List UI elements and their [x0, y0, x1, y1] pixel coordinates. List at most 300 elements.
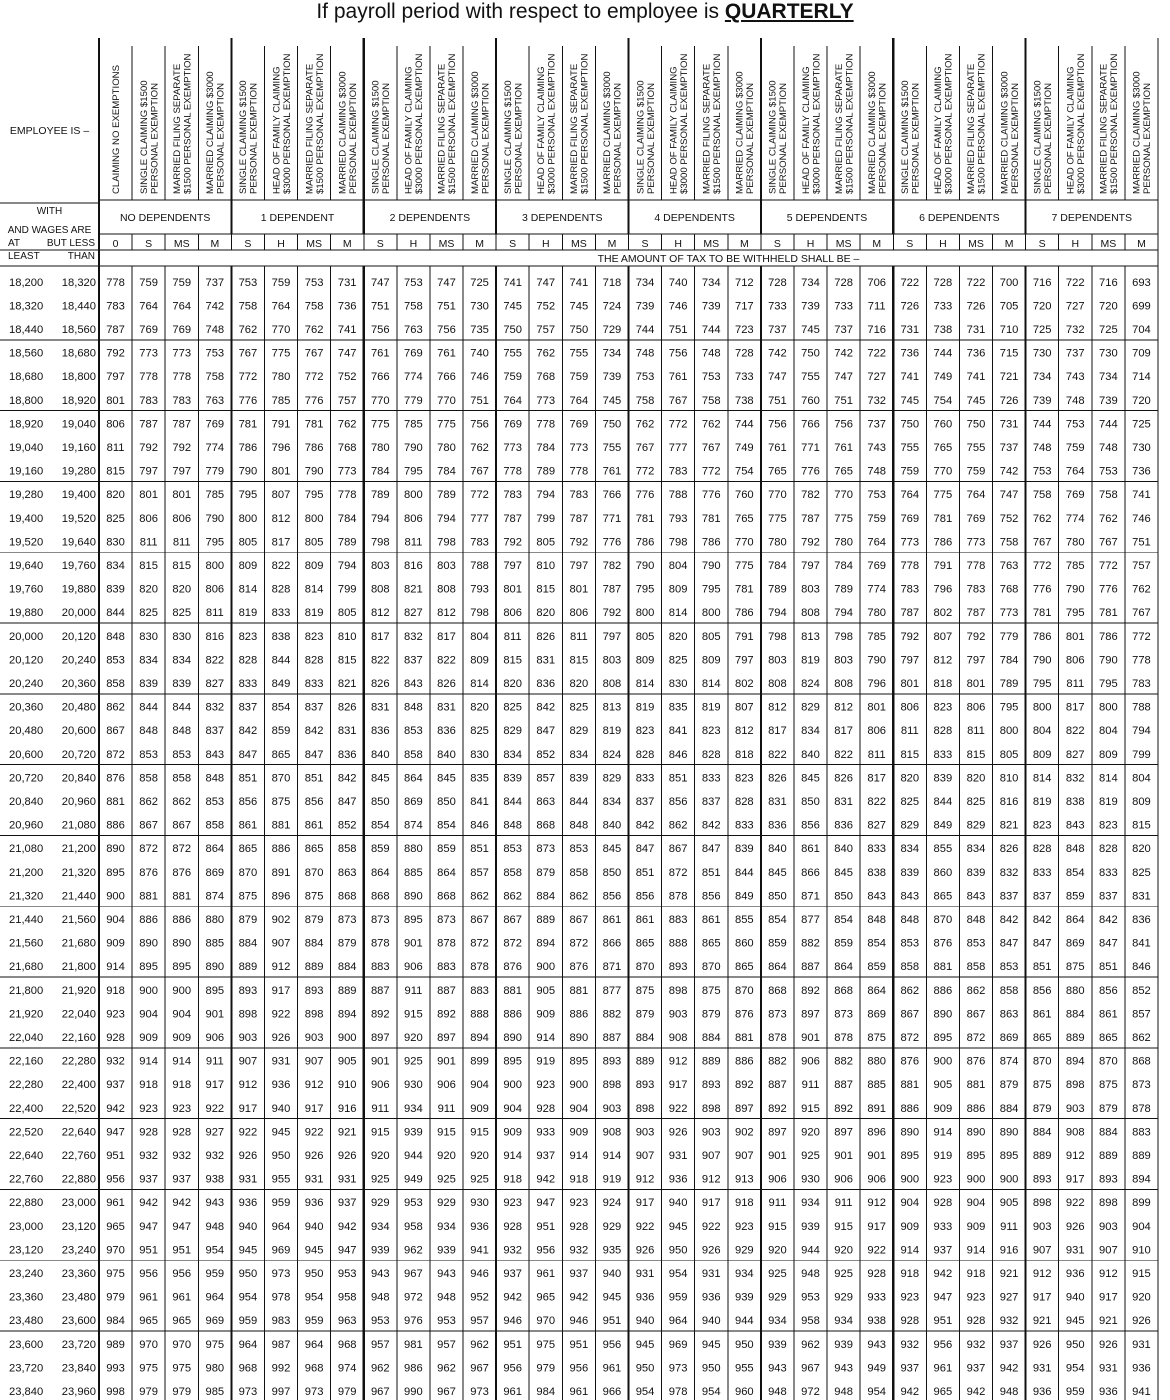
tax-cell: 889 [1065, 1032, 1085, 1044]
tax-cell: 716 [867, 324, 887, 336]
tax-cell: 758 [404, 300, 423, 313]
tax-cell: 815 [1132, 819, 1151, 832]
tax-cell: 873 [768, 1008, 787, 1021]
tax-cell: 859 [437, 843, 456, 856]
wage-less-than: 19,880 [61, 583, 96, 596]
tax-cell: 898 [1032, 1197, 1052, 1210]
tax-cell: 861 [1099, 1008, 1118, 1021]
tax-cell: 784 [536, 442, 556, 454]
tax-cell: 761 [370, 347, 390, 360]
dependents-group-label: 2 DEPENDENTS [389, 212, 471, 224]
tax-cell: 714 [1132, 371, 1151, 384]
tax-cell: 889 [337, 984, 357, 997]
tax-cell: 937 [106, 1079, 125, 1092]
tax-cell: 786 [701, 536, 721, 549]
tax-cell: 831 [437, 701, 456, 714]
wage-at-least: 19,280 [9, 489, 44, 502]
tax-cell: 940 [304, 1220, 324, 1233]
tax-cell: 914 [106, 961, 125, 974]
tax-cell: 809 [1132, 796, 1151, 808]
tax-cell: 889 [701, 1055, 721, 1068]
tax-cell: 872 [966, 1032, 986, 1044]
tax-cell: 915 [370, 1126, 390, 1139]
tax-cell: 959 [271, 1197, 291, 1210]
wage-at-least: 20,840 [9, 796, 44, 808]
tax-cell: 753 [238, 276, 258, 289]
tax-cell: 917 [304, 1102, 324, 1115]
tax-cell: 780 [1065, 536, 1085, 549]
tax-cell: 755 [801, 371, 820, 384]
tax-cell: 758 [205, 371, 225, 384]
tax-cell: 753 [701, 371, 721, 384]
tax-cell: 920 [470, 1150, 489, 1162]
status-code: MS [173, 238, 190, 250]
tax-cell: 773 [999, 607, 1019, 620]
tax-cell: 761 [668, 371, 688, 384]
tax-cell: 934 [734, 1268, 754, 1280]
tax-cell: 831 [1132, 890, 1151, 903]
tax-cell: 820 [172, 583, 192, 596]
tax-cell: 964 [271, 1220, 291, 1233]
tax-cell: 856 [238, 796, 258, 808]
tax-cell: 761 [602, 465, 622, 478]
wage-less-than: 22,280 [61, 1055, 96, 1068]
tax-cell: 842 [701, 819, 721, 832]
tax-cell: 893 [1032, 1173, 1052, 1186]
wage-less-than: 21,560 [61, 914, 96, 926]
tax-cell: 787 [801, 512, 820, 525]
tax-cell: 943 [437, 1268, 456, 1280]
tax-cell: 835 [470, 772, 489, 785]
tax-cell: 945 [1065, 1315, 1085, 1328]
tax-cell: 922 [1065, 1197, 1085, 1210]
tax-cell: 973 [271, 1268, 291, 1280]
tax-cell: 784 [768, 560, 787, 572]
tax-cell: 942 [106, 1102, 125, 1115]
wage-at-least: 19,400 [9, 512, 44, 525]
tax-cell: 784 [370, 465, 390, 478]
tax-cell: 751 [1132, 536, 1151, 549]
tax-cell: 783 [900, 583, 920, 596]
tax-cell: 878 [1132, 1102, 1151, 1115]
tax-cell: 886 [503, 1008, 523, 1021]
tax-cell: 946 [569, 1315, 589, 1328]
tax-cell: 749 [933, 371, 953, 384]
tax-cell: 865 [238, 843, 258, 856]
claim-header: PERSONAL EXEMPTION [513, 82, 525, 194]
tax-cell: 806 [205, 583, 225, 596]
tax-cell: 796 [867, 678, 887, 690]
tax-cell: 878 [768, 1032, 787, 1044]
tax-cell: 834 [801, 725, 820, 738]
tax-cell: 958 [801, 1315, 820, 1328]
wage-at-least: 20,600 [9, 748, 44, 761]
tax-cell: 780 [867, 607, 887, 620]
tax-cell: 926 [1032, 1338, 1052, 1351]
tax-cell: 820 [1132, 843, 1151, 856]
tax-cell: 795 [304, 489, 324, 502]
tax-cell: 853 [999, 961, 1019, 974]
claim-header: $1500 PERSONAL EXEMPTION [314, 53, 326, 194]
wage-at-least: 19,160 [9, 465, 44, 478]
tax-cell: 794 [536, 489, 556, 502]
tax-cell: 993 [106, 1362, 125, 1375]
tax-cell: 895 [933, 1032, 953, 1044]
status-code: S [509, 238, 517, 250]
tax-cell: 928 [900, 1315, 920, 1328]
tax-cell: 815 [966, 748, 986, 761]
tax-cell: 825 [106, 512, 125, 525]
tax-cell: 745 [602, 394, 622, 407]
tax-cell: 746 [668, 300, 688, 313]
claim-header: PERSONAL EXEMPTION [1042, 82, 1054, 194]
tax-cell: 928 [503, 1220, 523, 1233]
tax-cell: 841 [668, 725, 688, 738]
tax-cell: 828 [701, 748, 721, 761]
tax-cell: 959 [1065, 1386, 1085, 1398]
tax-cell: 923 [900, 1291, 920, 1304]
tax-cell: 773 [569, 442, 589, 454]
tax-cell: 870 [304, 866, 324, 879]
tax-cell: 812 [437, 607, 456, 620]
tax-cell: 857 [470, 866, 489, 879]
tax-cell: 970 [172, 1338, 192, 1351]
tax-cell: 912 [271, 961, 291, 974]
dependents-group-label: 6 DEPENDENTS [919, 212, 1000, 224]
tax-cell: 830 [668, 678, 688, 690]
tax-cell: 906 [205, 1032, 225, 1044]
status-code: H [674, 238, 682, 250]
tax-cell: 748 [1099, 442, 1118, 454]
tax-cell: 795 [999, 701, 1019, 714]
tax-cell: 911 [205, 1055, 224, 1068]
tax-cell: 826 [437, 678, 456, 690]
tax-cell: 760 [933, 418, 953, 431]
tax-cell: 847 [701, 843, 721, 856]
tax-cell: 758 [635, 394, 655, 407]
tax-cell: 889 [1032, 1150, 1052, 1162]
tax-cell: 950 [668, 1244, 688, 1257]
wage-at-least: 22,400 [9, 1102, 44, 1115]
tax-cell: 876 [900, 1055, 920, 1068]
tax-cell: 786 [1099, 630, 1118, 643]
tax-cell: 909 [933, 1102, 953, 1115]
tax-cell: 897 [734, 1102, 754, 1115]
tax-cell: 833 [1099, 866, 1118, 879]
tax-cell: 818 [734, 748, 754, 761]
tax-cell: 918 [900, 1268, 920, 1280]
tax-cell: 931 [304, 1173, 324, 1186]
tax-cell: 922 [701, 1220, 721, 1233]
tax-cell: 733 [834, 300, 853, 313]
tax-cell: 819 [701, 701, 721, 714]
tax-cell: 919 [602, 1173, 622, 1186]
tax-cell: 917 [271, 984, 291, 997]
tax-cell: 951 [536, 1220, 556, 1233]
tax-cell: 889 [238, 961, 258, 974]
tax-cell: 824 [801, 678, 820, 690]
tax-cell: 734 [635, 276, 655, 289]
tax-cell: 745 [569, 300, 589, 313]
tax-cell: 853 [106, 654, 125, 667]
tax-cell: 879 [1099, 1102, 1118, 1115]
tax-cell: 953 [404, 1197, 423, 1210]
claim-header: MARRIED FILING SEPARATE [569, 63, 581, 194]
tax-cell: 901 [437, 1055, 456, 1068]
tax-cell: 915 [404, 1008, 423, 1021]
tax-cell: 809 [1032, 748, 1052, 761]
tax-cell: 884 [238, 937, 258, 950]
tax-cell: 758 [999, 536, 1019, 549]
tax-cell: 742 [768, 347, 787, 360]
wage-less-than: 22,880 [61, 1173, 96, 1186]
tax-cell: 806 [139, 512, 158, 525]
tax-cell: 929 [437, 1197, 456, 1210]
tax-cell: 942 [337, 1220, 357, 1233]
tax-cell: 926 [238, 1150, 258, 1162]
tax-cell: 980 [205, 1362, 225, 1375]
tax-cell: 809 [238, 560, 258, 572]
tax-cell: 823 [1032, 819, 1052, 832]
tax-cell: 948 [768, 1386, 787, 1398]
wage-less-than: 20,720 [61, 748, 96, 761]
tax-cell: 890 [900, 1126, 920, 1139]
tax-cell: 884 [701, 1032, 721, 1044]
tax-cell: 918 [106, 984, 125, 997]
tax-cell: 795 [404, 465, 423, 478]
status-code: S [1038, 238, 1046, 250]
claim-header: MARRIED CLAIMING $3000 [205, 71, 217, 194]
tax-cell: 734 [701, 276, 721, 289]
tax-cell: 820 [966, 772, 986, 785]
tax-cell: 907 [304, 1055, 324, 1068]
tax-cell: 806 [503, 607, 523, 620]
tax-cell: 964 [205, 1291, 225, 1304]
tax-cell: 917 [1099, 1291, 1118, 1304]
tax-cell: 905 [999, 1197, 1019, 1210]
tax-cell: 942 [503, 1291, 523, 1304]
tax-cell: 790 [205, 512, 225, 525]
tax-cell: 985 [205, 1386, 225, 1398]
tax-cell: 730 [1099, 347, 1118, 360]
tax-cell: 953 [370, 1315, 390, 1328]
tax-cell: 880 [867, 1055, 887, 1068]
wage-at-least: 18,200 [9, 276, 44, 289]
tax-cell: 973 [238, 1386, 258, 1398]
status-code: M [739, 238, 749, 250]
tax-cell: 828 [304, 654, 324, 667]
tax-cell: 845 [602, 843, 622, 856]
tax-cell: 804 [1099, 725, 1118, 738]
tax-cell: 805 [304, 536, 324, 549]
wage-at-least: 18,680 [9, 371, 44, 384]
tax-cell: 740 [470, 347, 489, 360]
wage-at-least: 22,880 [9, 1197, 44, 1210]
tax-cell: 822 [370, 654, 390, 667]
tax-cell: 961 [106, 1197, 125, 1210]
tax-cell: 770 [834, 489, 853, 502]
tax-cell: 954 [1065, 1362, 1085, 1375]
tax-cell: 811 [205, 607, 224, 620]
tax-cell: 869 [999, 1032, 1019, 1044]
claim-header: $1500 PERSONAL EXEMPTION [1109, 53, 1121, 194]
claim-header: $1500 PERSONAL EXEMPTION [447, 53, 459, 194]
tax-cell: 801 [1065, 630, 1085, 643]
tax-cell: 740 [668, 276, 688, 289]
tax-cell: 877 [602, 984, 622, 997]
tax-cell: 876 [933, 937, 953, 950]
tax-cell: 911 [404, 984, 423, 997]
tax-cell: 881 [569, 984, 589, 997]
tax-cell: 801 [966, 678, 986, 690]
tax-cell: 803 [768, 654, 787, 667]
tax-cell: 865 [1032, 1032, 1052, 1044]
tax-cell: 852 [536, 748, 556, 761]
tax-cell: 825 [966, 796, 986, 808]
dependents-group-label: 1 DEPENDENT [260, 212, 335, 224]
wage-less-than: 19,040 [61, 418, 96, 431]
tax-cell: 756 [834, 418, 853, 431]
tax-cell: 856 [1099, 984, 1118, 997]
tax-cell: 732 [867, 394, 887, 407]
tax-cell: 837 [1099, 890, 1118, 903]
tax-cell: 775 [271, 347, 291, 360]
tax-cell: 795 [238, 489, 258, 502]
tax-cell: 876 [966, 1055, 986, 1068]
tax-cell: 926 [304, 1150, 324, 1162]
tax-cell: 819 [635, 701, 655, 714]
with-label: WITH [36, 206, 63, 217]
tax-cell: 787 [172, 418, 192, 431]
tax-cell: 753 [1032, 465, 1052, 478]
tax-cell: 897 [370, 1032, 390, 1044]
tax-cell: 751 [470, 394, 489, 407]
tax-cell: 921 [1099, 1315, 1118, 1328]
tax-cell: 783 [106, 300, 125, 313]
tax-cell: 795 [1065, 607, 1085, 620]
tax-cell: 764 [139, 300, 158, 313]
tax-cell: 709 [1132, 347, 1151, 360]
tax-cell: 901 [834, 1150, 853, 1162]
tax-cell: 857 [536, 772, 556, 785]
tax-cell: 736 [1132, 465, 1151, 478]
tax-cell: 903 [1099, 1220, 1118, 1233]
tax-cell: 826 [370, 678, 390, 690]
tax-cell: 920 [768, 1244, 787, 1257]
tax-cell: 859 [867, 961, 887, 974]
claim-header: HEAD OF FAMILY CLAIMING [536, 66, 548, 194]
wage-less-than: 21,200 [61, 843, 96, 856]
tax-cell: 873 [834, 1008, 853, 1021]
tax-cell: 787 [900, 607, 920, 620]
tax-cell: 886 [569, 1008, 589, 1021]
tax-cell: 972 [404, 1291, 423, 1304]
tax-cell: 847 [1099, 937, 1118, 950]
tax-cell: 865 [734, 961, 754, 974]
tax-cell: 930 [404, 1079, 423, 1092]
tax-cell: 763 [205, 394, 225, 407]
tax-cell: 762 [701, 418, 721, 431]
tax-cell: 929 [734, 1244, 754, 1257]
tax-cell: 870 [701, 961, 721, 974]
tax-cell: 841 [1132, 937, 1151, 950]
status-code: M [342, 238, 352, 250]
tax-cell: 902 [271, 914, 291, 926]
tax-cell: 792 [602, 607, 622, 620]
wage-less-than: 22,520 [61, 1102, 96, 1115]
tax-cell: 922 [635, 1220, 655, 1233]
tax-cell: 864 [1065, 914, 1085, 926]
tax-cell: 886 [172, 914, 192, 926]
tax-cell: 766 [801, 418, 820, 431]
tax-cell: 942 [569, 1291, 589, 1304]
tax-cell: 837 [205, 725, 225, 738]
tax-cell: 844 [734, 866, 754, 879]
tax-cell: 773 [966, 536, 986, 549]
tax-cell: 820 [536, 607, 556, 620]
tax-cell: 809 [701, 654, 721, 667]
tax-cell: 726 [900, 300, 920, 313]
tax-cell: 922 [867, 1244, 887, 1257]
title-prefix: If payroll period with respect to employee is [316, 0, 720, 23]
tax-cell: 836 [834, 819, 853, 832]
tax-cell: 967 [404, 1268, 423, 1280]
tax-cell: 824 [602, 748, 622, 761]
tax-cell: 936 [701, 1291, 721, 1304]
tax-cell: 725 [1099, 324, 1118, 336]
tax-cell: 872 [569, 937, 589, 950]
wage-less-than: 20,240 [61, 654, 96, 667]
tax-cell: 931 [1065, 1244, 1085, 1257]
tax-cell: 907 [701, 1150, 721, 1162]
tax-cell: 776 [1099, 583, 1118, 596]
tax-cell: 898 [701, 1102, 721, 1115]
tax-cell: 878 [370, 937, 390, 950]
tax-cell: 928 [172, 1126, 192, 1139]
tax-cell: 865 [304, 843, 324, 856]
wage-at-least: 22,280 [9, 1079, 44, 1092]
tax-cell: 752 [999, 512, 1019, 525]
tax-cell: 743 [867, 442, 887, 454]
tax-cell: 717 [734, 300, 754, 313]
tax-cell: 787 [106, 324, 125, 336]
and-wages-are-label: AND WAGES ARE [7, 225, 92, 236]
tax-cell: 932 [569, 1244, 589, 1257]
tax-cell: 744 [635, 324, 655, 336]
tax-cell: 803 [801, 583, 820, 596]
tax-cell: 889 [304, 961, 324, 974]
tax-cell: 940 [668, 1197, 688, 1210]
tax-cell: 820 [668, 630, 688, 643]
tax-cell: 931 [1032, 1362, 1052, 1375]
tax-cell: 856 [801, 819, 820, 832]
tax-cell: 908 [1065, 1126, 1085, 1139]
tax-cell: 938 [867, 1315, 887, 1328]
tax-cell: 722 [900, 276, 920, 289]
tax-cell: 922 [304, 1126, 324, 1139]
tax-cell: 944 [801, 1244, 820, 1257]
tax-cell: 878 [470, 961, 489, 974]
tax-cell: 793 [470, 583, 489, 596]
tax-cell: 811 [106, 442, 125, 454]
tax-cell: 898 [1099, 1197, 1118, 1210]
tax-cell: 748 [635, 347, 655, 360]
tax-cell: 759 [271, 276, 291, 289]
tax-cell: 891 [867, 1102, 887, 1115]
tax-cell: 834 [900, 843, 920, 856]
claim-header: PERSONAL EXEMPTION [645, 82, 657, 194]
tax-cell: 815 [106, 465, 125, 478]
